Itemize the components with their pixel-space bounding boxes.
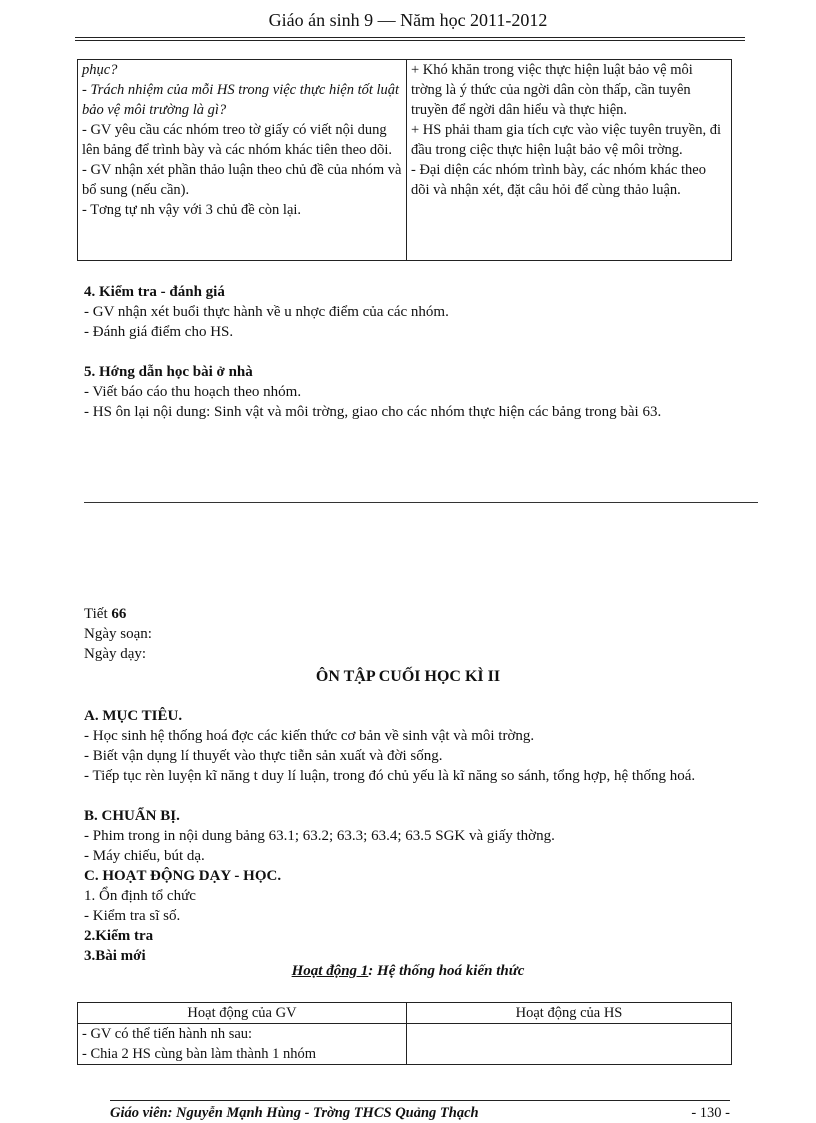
page-number: - 130 - [691, 1105, 730, 1121]
footer-rule [110, 1100, 730, 1101]
section-4 [84, 282, 764, 342]
section-c-title: C. HOẠT ĐỘNG DẠY - HỌC. [84, 868, 282, 884]
section-b [84, 806, 764, 866]
header-rule-bottom [75, 40, 745, 41]
section-4-title: 4. Kiểm tra - đánh giá [84, 284, 225, 300]
gv-activity-cell [78, 60, 407, 261]
activity-table [77, 1002, 732, 1065]
date-taught: Ngày dạy: [84, 646, 147, 662]
hs-line: + HS phải tham gia tích cực vào việc tuyên truyền, đi đầu trong ciệc thực hiện luật bảo vệ môi trờng. [411, 122, 721, 158]
section-a-line: - Biết vận dụng lí thuyết vào thực tiễn sản xuất và đời sống. [84, 748, 443, 764]
lesson-meta [84, 604, 764, 664]
section-a-line: - Tiếp tục rèn luyện kĩ năng t duy lí luận, trong đó chủ yếu là kĩ năng so sánh, tổng hợp, hệ thống hoá. [84, 768, 696, 784]
section-5 [84, 362, 764, 422]
gv-activity-cell [78, 1024, 407, 1065]
section-b-line: - Phim trong in nội dung bảng 63.1; 63.2; 63.3; 63.4; 63.5 SGK và giấy thờng. [84, 828, 555, 844]
footer-teacher: Giáo viên: Nguyễn Mạnh Hùng - Trờng THCS Quảng Thạch [110, 1105, 479, 1121]
lesson-divider [84, 502, 758, 503]
section-b-title: B. CHUẨN BỊ. [84, 808, 180, 824]
section-c-sub1: 1. Ổn định tổ chức [84, 888, 196, 904]
section-c [84, 866, 764, 966]
gv-line: - GV có thể tiến hành nh sau: [82, 1026, 253, 1042]
hs-line: - Đại diện các nhóm trình bày, các nhóm khác theo dõi và nhận xét, đặt câu hỏi để cùng thảo luận. [411, 162, 706, 198]
activity-label: Hoạt động 1 [291, 963, 369, 979]
hs-line: + Khó khăn trong việc thực hiện luật bảo vệ môi trờng là ý thức của ngời dân còn thấp, cần tuyên truyền để ngời dân hiểu và thực hiện. [411, 62, 693, 118]
activity-table-continued [77, 59, 732, 261]
section-b-line: - Máy chiếu, bút dạ. [84, 848, 205, 864]
section-a-title: A. MỤC TIÊU. [84, 708, 183, 724]
hs-activity-cell [407, 1024, 732, 1065]
date-prepared: Ngày soạn: [84, 626, 152, 642]
section-4-line: - Đánh giá điểm cho HS. [84, 324, 234, 340]
header-gv: Hoạt động của GV [78, 1003, 407, 1024]
gv-line: - Chia 2 HS cùng bàn làm thành 1 nhóm [82, 1046, 316, 1062]
section-5-line: - HS ôn lại nội dung: Sinh vật và môi trờng, giao cho các nhóm thực hiện các bảng trong bài 63. [84, 404, 662, 420]
section-4-line: - GV nhận xét buổi thực hành về u nhợc điểm của các nhóm. [84, 304, 449, 320]
gv-line: - GV yêu cầu các nhóm treo tờ giấy có viết nội dung lên bảng để trình bày và các nhóm khác tiên theo dõi. [82, 122, 393, 158]
lesson-number: Tiết 66 [84, 606, 127, 622]
activity-title [0, 963, 816, 980]
hs-activity-cell [407, 60, 732, 261]
section-a-line: - Học sinh hệ thống hoá đợc các kiến thức cơ bản về sinh vật và môi trờng. [84, 728, 535, 744]
section-5-title: 5. Hớng dẫn học bài ở nhà [84, 364, 253, 380]
section-c-sub1-line: - Kiểm tra sĩ số. [84, 908, 181, 924]
header-rule-top [75, 37, 745, 38]
header-hs: Hoạt động của HS [407, 1003, 732, 1024]
gv-line: - Tơng tự nh vậy với 3 chủ đề còn lại. [82, 202, 302, 218]
gv-line: - Trách nhiệm của mỗi HS trong việc thực hiện tốt luật bảo vệ môi trường là gì? [82, 82, 400, 118]
gv-line: - GV nhận xét phần thảo luận theo chủ đề của nhóm và bổ sung (nếu cần). [82, 162, 402, 198]
activity-rest: : Hệ thống hoá kiến thức [368, 963, 525, 979]
section-c-sub3: 3.Bài mới [84, 948, 146, 964]
page-header: Giáo án sinh 9 — Năm học 2011-2012 [268, 10, 548, 30]
section-a [84, 706, 764, 786]
section-c-sub2: 2.Kiểm tra [84, 928, 154, 944]
section-5-line: - Viết báo cáo thu hoạch theo nhóm. [84, 384, 302, 400]
gv-line: phục? [82, 62, 118, 78]
lesson-title: ÔN TẬP CUỐI HỌC KÌ II [315, 668, 501, 685]
